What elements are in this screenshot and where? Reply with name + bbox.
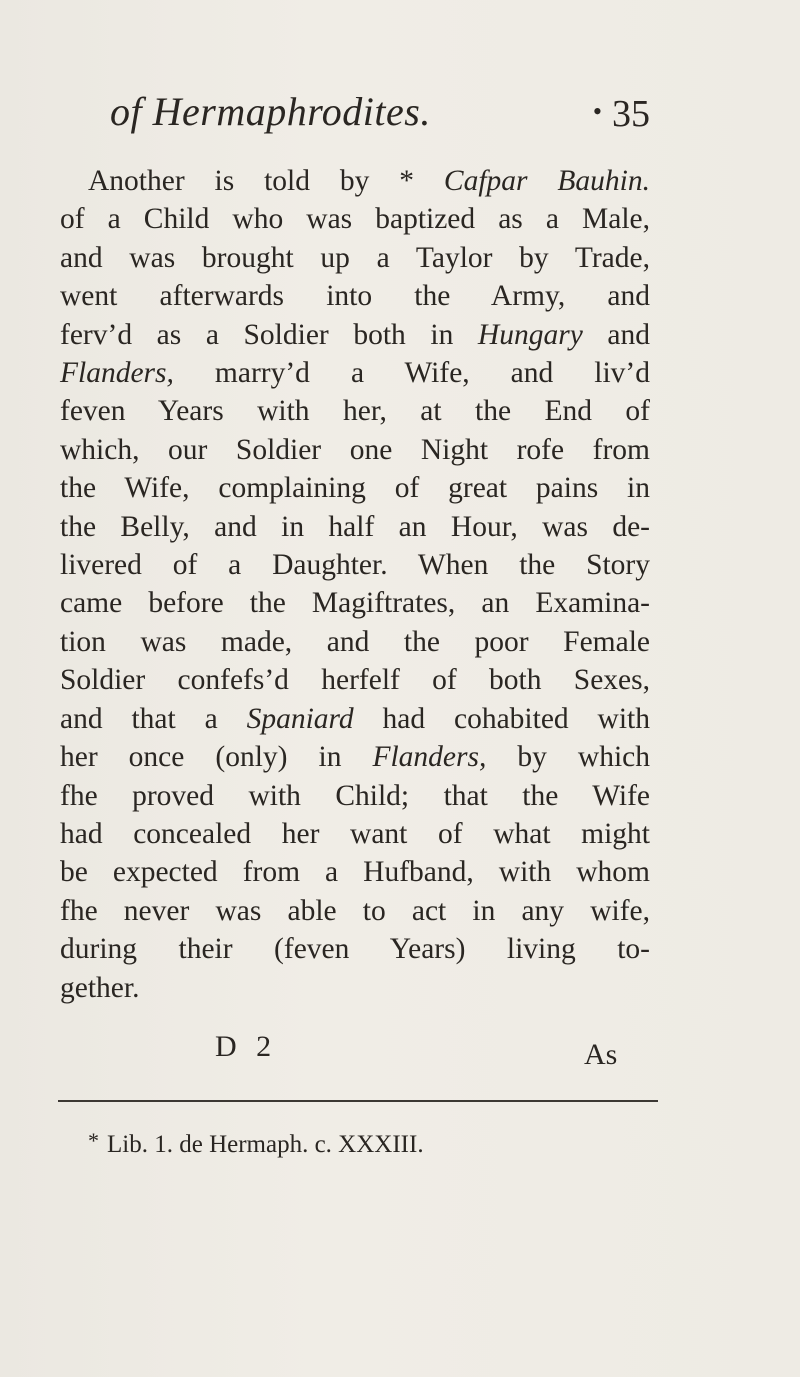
text-line: and was brought up a Taylor by Trade, [60,241,650,274]
text-line: the Wife, complaining of great pains in [60,472,650,505]
text-line: her once (only) in Flanders, by which [60,741,650,774]
text-line: fhe proved with Child; that the Wife [60,779,650,812]
text-line: had concealed her want of what might [60,817,650,850]
page-number [593,92,650,136]
text-line: which, our Soldier one Night rofe from [60,433,650,466]
paragraph [60,162,650,1007]
footnote [88,1128,424,1159]
text-line: went afterwards into the Army, and [60,280,650,313]
text-line: tion was made, and the poor Female [60,625,650,658]
footnote-mark: * [88,1128,99,1153]
running-head: of Hermaphrodites. [110,89,431,134]
text-line: Soldier confefs’d herfelf of both Sexes, [60,664,650,697]
text-line: feven Years with her, at the End of [60,395,650,428]
page-number-value: 35 [612,93,650,135]
catchword: As [584,1038,618,1071]
text-line: Flanders, marry’d a Wife, and liv’d [60,357,650,390]
folio-dot: • [592,97,602,126]
text-line: came before the Magiftrates, an Examina- [60,587,650,620]
text-line: livered of a Daughter. When the Story [60,549,650,582]
signature-row [0,1030,800,1080]
page-header [110,88,650,148]
text-line: ferv’d as a Soldier both in Hungary and [60,318,651,351]
text-line: be expected from a Hufband, with whom [60,856,650,889]
footnote-text: Lib. 1. de Hermaph. c. XXXIII. [107,1131,424,1158]
text-line: fhe never was able to act in any wife, [60,894,650,927]
footnote-rule [58,1100,658,1102]
text-line: during their (feven Years) living to- [60,933,650,966]
text-line: of a Child who was baptized as a Male, [60,203,650,236]
text-line: gether. [60,971,140,1004]
signature-mark: D 2 [215,1030,278,1063]
text-line: and that a Spaniard had cohabited with [60,702,650,735]
text-line: the Belly, and in half an Hour, was de- [60,510,650,543]
text-line: Another is told by * Cafpar Bauhin. [88,165,650,197]
